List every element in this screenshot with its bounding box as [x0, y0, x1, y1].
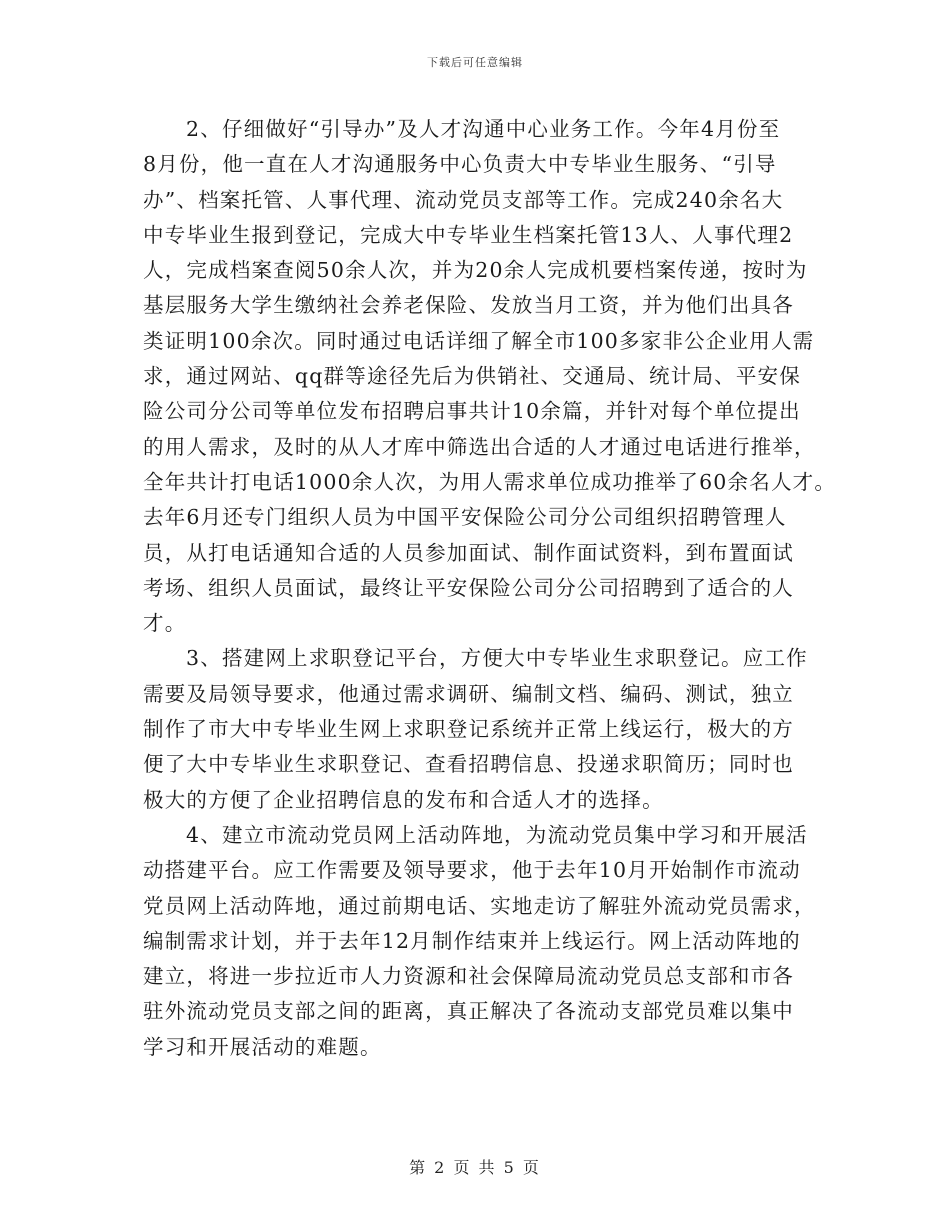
text-line: 人，完成档案查阅50余人次，并为20余人完成机要档案传递，按时为 — [143, 258, 808, 283]
text-line: 办”、档案托管、人事代理、流动党员支部等工作。完成240余名大 — [143, 187, 784, 212]
text-line: 基层服务大学生缴纳社会养老保险、发放当月工资，并为他们出具各 — [143, 293, 794, 318]
text-line: 的用人需求，及时的从人才库中筛选出合适的人才通过电话进行推举， — [143, 434, 816, 459]
text-line: 极大的方便了企业招聘信息的发布和合适人才的选择。 — [143, 787, 664, 812]
text-line: 中专毕业生报到登记，完成大中专毕业生档案托管13人、人事代理2 — [143, 222, 794, 247]
text-line: 2、仔细做好“引导办”及人才沟通中心业务工作。今年4月份至 — [186, 117, 781, 141]
text-line: 便了大中专毕业生求职登记、查看招聘信息、投递求职简历；同时也 — [143, 752, 794, 777]
text-line: 考场、组织人员面试，最终让平安保险公司分公司招聘到了适合的人 — [143, 575, 794, 600]
text-line: 编制需求计划，并于去年12月制作结束并上线运行。网上活动阵地的 — [143, 928, 801, 953]
text-line: 学习和开展活动的难题。 — [143, 1034, 382, 1059]
text-line: 需要及局领导要求，他通过需求调研、编制文档、编码、测试，独立 — [143, 681, 794, 706]
text-line: 动搭建平台。应工作需要及领导要求，他于去年10月开始制作市流动 — [143, 858, 801, 883]
text-line: 类证明100余次。同时通过电话详细了解全市100多家非公企业用人需 — [143, 328, 815, 353]
page-header-note: 下载后可任意编辑 — [427, 56, 523, 69]
text-line: 8月份，他一直在人才沟通服务中心负责大中专毕业生服务、“引导 — [143, 152, 777, 177]
text-line: 全年共计打电话1000余人次，为用人需求单位成功推举了60余名人才。 — [143, 469, 837, 494]
text-line: 才。 — [143, 611, 187, 636]
text-line: 险公司分公司等单位发布招聘启事共计10余篇，并针对每个单位提出 — [143, 399, 801, 424]
text-line: 3、搭建网上求职登记平台，方便大中专毕业生求职登记。应工作 — [186, 646, 808, 671]
text-line: 党员网上活动阵地，通过前期电话、实地走访了解驻外流动党员需求， — [143, 893, 816, 918]
text-line: 建立，将进一步拉近市人力资源和社会保障局流动党员总支部和市各 — [143, 964, 794, 989]
text-line: 求，通过网站、qq群等途径先后为供销社、交通局、统计局、平安保 — [143, 364, 801, 389]
paragraph-item-4 — [143, 818, 833, 1065]
text-line: 驻外流动党员支部之间的距离，真正解决了各流动支部党员难以集中 — [143, 999, 794, 1024]
paragraph-item-2 — [143, 112, 837, 641]
document-body — [143, 112, 837, 1065]
text-line: 去年6月还专门组织人员为中国平安保险公司分公司组织招聘管理人 — [143, 505, 787, 530]
page-number: 第 2 页 共 5 页 — [409, 1158, 541, 1177]
paragraph-item-3 — [143, 641, 833, 817]
text-line: 员，从打电话通知合适的人员参加面试、制作面试资料，到布置面试 — [143, 540, 794, 565]
text-line: 4、建立市流动党员网上活动阵地，为流动党员集中学习和开展活 — [186, 822, 808, 847]
text-line: 制作了市大中专毕业生网上求职登记系统并正常上线运行，极大的方 — [143, 717, 794, 742]
